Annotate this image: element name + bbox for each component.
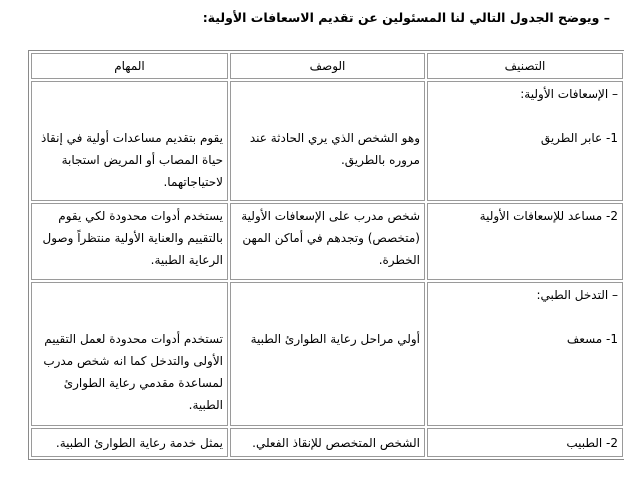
cell-description xyxy=(230,428,425,457)
group-label-first-aid: – الإسعافات الأولية: xyxy=(520,87,618,101)
table-row xyxy=(31,81,623,201)
cell-tasks xyxy=(31,428,228,457)
tasks-text: تستخدم أدوات محدودة لعمل التقييم الأولى والتدخل كما انه شخص مدرب لمساعدة مقدمي رعاية الطوارئ الطبية. xyxy=(43,332,223,412)
cell-tasks xyxy=(31,81,228,201)
responsibility-table xyxy=(28,50,624,460)
description-text: وهو الشخص الذي يري الحادثة عند مروره بالطريق. xyxy=(249,131,420,167)
classification-text: 1- مسعف xyxy=(566,332,618,346)
table-row xyxy=(31,282,623,426)
tasks-text: يمثل خدمة رعاية الطوارئ الطبية. xyxy=(55,435,223,450)
cell-classification xyxy=(427,282,623,426)
classification-text: 2- مساعد للإسعافات الأولية xyxy=(479,209,618,223)
classification-text: 2- الطبيب xyxy=(566,435,618,450)
description-text: شخص مدرب على الإسعافات الأولية (متخصص) وتجدهم في أماكن المهن الخطرة. xyxy=(241,209,420,267)
header-classification: التصنيف xyxy=(427,53,623,79)
cell-classification xyxy=(427,81,623,201)
tasks-text: يستخدم أدوات محدودة لكي يقوم بالتقييم والعناية الأولية منتظراً وصول الرعاية الطبية. xyxy=(42,209,223,267)
description-text: أولي مراحل رعاية الطوارئ الطبية xyxy=(250,332,420,346)
description-text: الشخص المتخصص للإنقاذ الفعلي. xyxy=(252,435,420,450)
cell-classification xyxy=(427,428,623,457)
cell-description xyxy=(230,81,425,201)
classification-text: 1- عابر الطريق xyxy=(540,131,618,145)
cell-tasks xyxy=(31,203,228,280)
table-header-row xyxy=(31,53,623,79)
cell-description xyxy=(230,203,425,280)
header-description: الوصف xyxy=(230,53,425,79)
cell-tasks xyxy=(31,282,228,426)
table-row xyxy=(31,428,623,457)
table-row xyxy=(31,203,623,280)
tasks-text: يقوم بتقديم مساعدات أولية في إنقاذ حياة المصاب أو المريض استجابة لاحتياجاتهما. xyxy=(41,131,223,189)
cell-description xyxy=(230,282,425,426)
group-label-medical: – التدخل الطبي: xyxy=(536,288,618,302)
intro-heading: – ويوضح الجدول التالي لنا المسئولين عن تقديم الاسعافات الأولية: xyxy=(202,10,610,25)
header-tasks: المهام xyxy=(31,53,228,79)
cell-classification xyxy=(427,203,623,280)
